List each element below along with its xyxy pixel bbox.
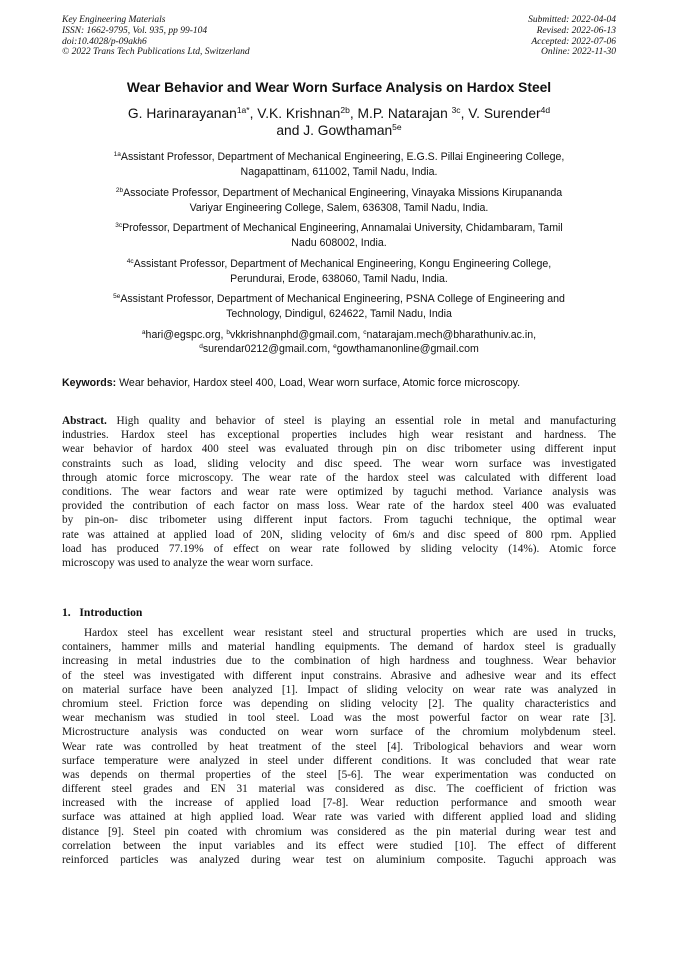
intro-line: surface was attained at high applied load. Wear rate was varied with different applied load and sliding [62, 811, 616, 824]
abstract-line: by pin-on- disc tribometer using different input factors. From taguchi technique, the optimal wear [62, 514, 616, 527]
submitted-date: Submitted: 2022-04-04 [528, 15, 616, 25]
intro-line: increasing in metal industries due to the combination of high hardness and toughness. Wear behavior [62, 655, 616, 668]
author: G. Harinarayanan [127, 106, 237, 121]
email[interactable]: hari@egspc.org, [145, 329, 227, 341]
affiliation-1 [62, 150, 616, 179]
introduction-body [62, 626, 616, 867]
author-line-1 [40, 105, 638, 122]
affiliation-text: Associate Professor, Department of Mechanical Engineering, Vinayaka Missions Kirupananda [123, 187, 563, 199]
intro-line: distance [9]. Steel pin coated with chromium was considered as the pin material during wear test and [62, 825, 616, 838]
intro-line: correlation between the input variables and its effect were studied [10]. The effect of different [62, 839, 616, 852]
email-sup: a [141, 329, 146, 336]
affiliation-text: Technology, Dindigul, 624622, Tamil Nadu, India [226, 307, 452, 320]
email-sup: d [199, 343, 203, 350]
intro-line: Wear rate was controlled by heat treatment of the steel [4]. Tribological behaviors and wear worn [62, 740, 616, 753]
intro-line: was depends on thermal properties of the steel [5-6]. The wear experimentation was conducted on [62, 768, 616, 781]
author: and J. Gowthaman [276, 123, 393, 138]
abstract-line: wear behavior of hardox 400 steel was evaluated through pin on disc tribometer using different input [62, 443, 616, 456]
affiliation-text: Variyar Engineering College, Salem, 636308, Tamil Nadu, India. [189, 201, 489, 214]
abstract-line: provided the contribution of each factor on mass loss. Wear rate of the hardox steel 400 was evaluated [62, 500, 616, 513]
email[interactable]: natarajam.mech@bharathuniv.ac.in, [366, 329, 537, 341]
author-sep: , [349, 106, 358, 121]
journal-header-right [528, 15, 616, 58]
affiliation-sup: 2b [115, 187, 124, 194]
intro-line: different steel grades and EN 31 material was considered as disc. The coefficient of friction was [62, 783, 616, 796]
author-sup: 2b [340, 105, 350, 115]
author-sup: 4d [540, 105, 551, 115]
email[interactable]: vkkrishnanphd@gmail.com, [230, 329, 364, 341]
copyright: © 2022 Trans Tech Publications Ltd, Switzerland [62, 47, 250, 58]
accepted-date: Accepted: 2022-07-06 [531, 36, 616, 47]
author-line-2 [40, 122, 638, 139]
affiliation-sup: 1a [113, 151, 121, 158]
email-sup: e [333, 343, 337, 350]
author-sup: 1a* [236, 105, 250, 115]
affiliation-3 [62, 221, 616, 250]
abstract-line: through atomic force microscopy. The wear rate of the hardox steel was calculated with different load [62, 471, 616, 484]
affiliation-text: Assistant Professor, Department of Mechanical Engineering, PSNA College of Engineering and [120, 293, 565, 305]
paper-title: Wear Behavior and Wear Worn Surface Analysis on Hardox Steel [126, 80, 552, 95]
intro-line: reinforced particles was analyzed during wear test on aluminium composite. Taguchi approach was [62, 854, 616, 866]
author: M.P. Natarajan [357, 106, 452, 121]
author-list [40, 105, 638, 139]
affiliation-5 [62, 292, 616, 321]
journal-name: Key Engineering Materials [62, 15, 166, 25]
email[interactable]: gowthamanonline@gmail.com [336, 343, 479, 355]
intro-line: increased with the increase of applied load [7-8]. Wear reduction performance and smooth wear [62, 797, 616, 810]
affiliation-sup: 4c [126, 258, 134, 265]
author: V. Surender [468, 106, 541, 121]
affiliation-text: Nadu 608002, India. [291, 236, 387, 249]
abstract [62, 414, 616, 570]
keywords-text: Wear behavior, Hardox steel 400, Load, Wear worn surface, Atomic force microscopy. [116, 377, 521, 389]
email-list [62, 328, 616, 356]
affiliation-text: Professor, Department of Mechanical Engineering, Annamalai University, Chidambaram, Tamil [122, 222, 563, 234]
author-sup: 5e [392, 122, 402, 132]
email-sup: b [226, 329, 231, 336]
abstract-line: load has produced 77.19% of effect on wear rate followed by sliding velocity (14%). Atomic force [62, 542, 616, 555]
intro-line: surface temperature were analyzed in steel under different conditions. It was concluded that wear rate [62, 754, 616, 767]
journal-header-left [62, 15, 250, 58]
issn: ISSN: 1662-9795, Vol. 935, pp 99-104 [62, 25, 208, 36]
abstract-line: constraints such as load, sliding velocity and disc speed. The wear worn surface was investigated [62, 457, 616, 470]
author-sup: 3c [451, 105, 461, 115]
email-sup: c [363, 329, 367, 336]
section-title: Introduction [79, 606, 143, 619]
author: V.K. Krishnan [257, 106, 341, 121]
abstract-label: Abstract. [62, 415, 107, 427]
keywords-label: Keywords: [62, 377, 117, 389]
keywords [62, 377, 616, 390]
abstract-line: rate was attained at applied load of 20N, sliding velocity of 6m/s and disc speed of 800 rpm. Applied [62, 528, 616, 541]
intro-line: of the steel was investigated with different input constrains. Abrasive and adhesive wear and its effect [62, 669, 616, 682]
abstract-line: industries. Hardox steel has exceptional properties includes high wear resistant and hardness. The [62, 429, 616, 442]
abstract-line: conditions. The wear factors and wear rate were optimized by taguchi method. Variance analysis was [62, 485, 616, 498]
affiliation-sup: 3c [115, 222, 123, 229]
email-line-2 [62, 342, 616, 356]
affiliation-text: Assistant Professor, Department of Mechanical Engineering, E.G.S. Pillai Engineering College, [120, 151, 565, 163]
doi: doi:10.4028/p-09akh6 [62, 36, 147, 47]
online-date: Online: 2022-11-30 [540, 47, 616, 58]
section-heading [62, 606, 142, 619]
affiliation-text: Assistant Professor, Department of Mechanical Engineering, Kongu Engineering College, [133, 258, 552, 270]
intro-line: on material surface have been analyzed [1]. Impact of sliding velocity on wear rate was analyzed in [62, 683, 616, 696]
abstract-line: High quality and behavior of steel is playing an essential role in metal and manufacturing [106, 415, 616, 427]
revised-date: Revised: 2022-06-13 [536, 25, 616, 36]
affiliation-4 [62, 257, 616, 286]
section-number: 1. [62, 606, 71, 619]
author-sep: , [460, 106, 469, 121]
intro-line: Microstructure analysis was conducted on wear worn surface of the chromium molybdenum steel. [62, 726, 616, 739]
intro-line: wear mechanism was studied in tool steel. Load was the most powerful factor on wear rate [3]. [62, 712, 616, 725]
email-line-1 [62, 328, 616, 342]
author-sep: , [249, 106, 258, 121]
affiliation-text: Nagapattinam, 611002, Tamil Nadu, India. [240, 165, 438, 178]
affiliation-text: Perundurai, Erode, 638060, Tamil Nadu, India. [230, 272, 448, 285]
abstract-line: microscopy was used to analyze the wear worn surface. [62, 556, 314, 569]
intro-line: containers, hammer mills and material handling equipments. The demand of hardox steel is gradually [62, 641, 616, 654]
affiliation-2 [62, 186, 616, 215]
intro-line: chromium steel. Friction force was depending on sliding velocity [2]. The quality characteristics and [62, 697, 616, 710]
email[interactable]: surendar0212@gmail.com, [202, 343, 334, 355]
intro-line: Hardox steel has excellent wear resistant steel and structural properties which are used in trucks, [84, 627, 616, 639]
affiliation-sup: 5e [113, 293, 121, 300]
